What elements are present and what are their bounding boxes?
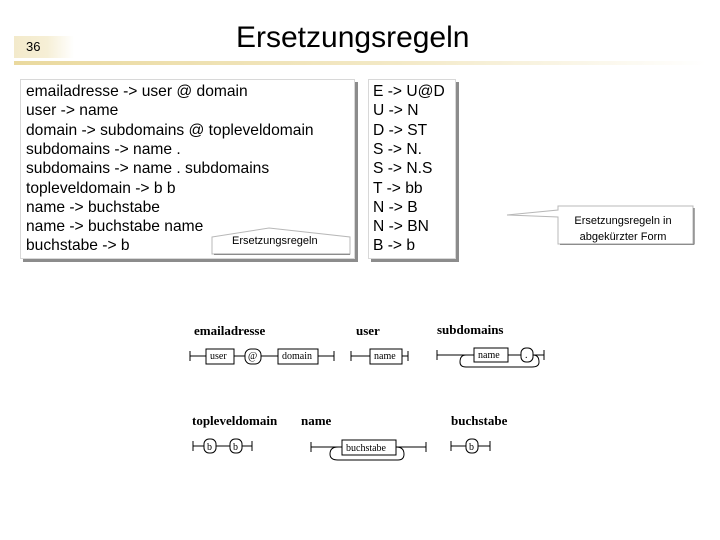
diagram-box-label: buchstabe	[346, 443, 386, 454]
diagram-box-label: b	[233, 442, 238, 453]
diagram-box-label: name	[374, 351, 396, 362]
diagram-box-label: @	[248, 351, 258, 362]
rule-line: domain -> subdomains @ topleveldomain	[26, 121, 314, 139]
rule-line-short: E -> U@D	[373, 83, 445, 100]
diagram-title-user: user	[356, 323, 380, 338]
diagram-title-buchstabe: buchstabe	[451, 413, 508, 428]
slide-title: Ersetzungsregeln	[236, 21, 470, 54]
rule-line: topleveldomain -> b b	[26, 179, 176, 197]
slide-number: 36	[14, 36, 74, 58]
syntax-diagram-user	[350, 344, 410, 368]
syntax-diagram-name	[310, 434, 430, 464]
rule-line: name -> buchstabe name	[26, 218, 204, 236]
rule-line-short: S -> N.	[373, 140, 422, 158]
rule-line: user -> name	[26, 102, 119, 120]
rule-line: subdomains -> name . subdomains	[26, 160, 270, 178]
syntax-diagram-topleveldomain	[192, 436, 262, 460]
diagram-title-name: name	[301, 413, 332, 428]
diagram-box-label: user	[210, 351, 227, 362]
diagram-title-topleveldomain: topleveldomain	[192, 413, 278, 428]
callout-short-label: Ersetzungsregeln in abgekürzter Form	[574, 215, 672, 243]
rule-line: buchstabe -> b	[26, 237, 130, 255]
rule-line: subdomains -> name .	[26, 140, 181, 158]
rules-short-box	[368, 79, 456, 259]
rule-line-short: B -> b	[373, 237, 416, 255]
rule-line-short: U -> N	[373, 102, 419, 120]
diagram-box-label: b	[469, 442, 474, 453]
callout-long-label: Ersetzungsregeln	[232, 235, 318, 247]
diagram-box-label: .	[525, 350, 528, 361]
rule-line-short: T -> bb	[373, 179, 423, 197]
diagram-title-emailadresse: emailadresse	[194, 323, 266, 338]
title-divider	[14, 61, 706, 65]
rule-line-short: S -> N.S	[373, 160, 433, 178]
diagram-box-label: b	[207, 442, 212, 453]
rule-line: name -> buchstabe	[26, 198, 160, 216]
rule-line-short: D -> ST	[373, 121, 428, 139]
syntax-diagram-buchstabe	[450, 436, 500, 460]
diagram-title-subdomains: subdomains	[437, 322, 504, 337]
syntax-diagram-emailadresse	[190, 344, 340, 368]
diagram-box-label: domain	[282, 351, 312, 362]
rule-line-short: N -> B	[373, 198, 418, 216]
diagram-box-label: name	[478, 350, 500, 361]
syntax-diagram-subdomains	[436, 340, 546, 370]
rule-line: emailadresse -> user @ domain	[26, 83, 248, 100]
rule-line-short: N -> BN	[373, 218, 429, 236]
